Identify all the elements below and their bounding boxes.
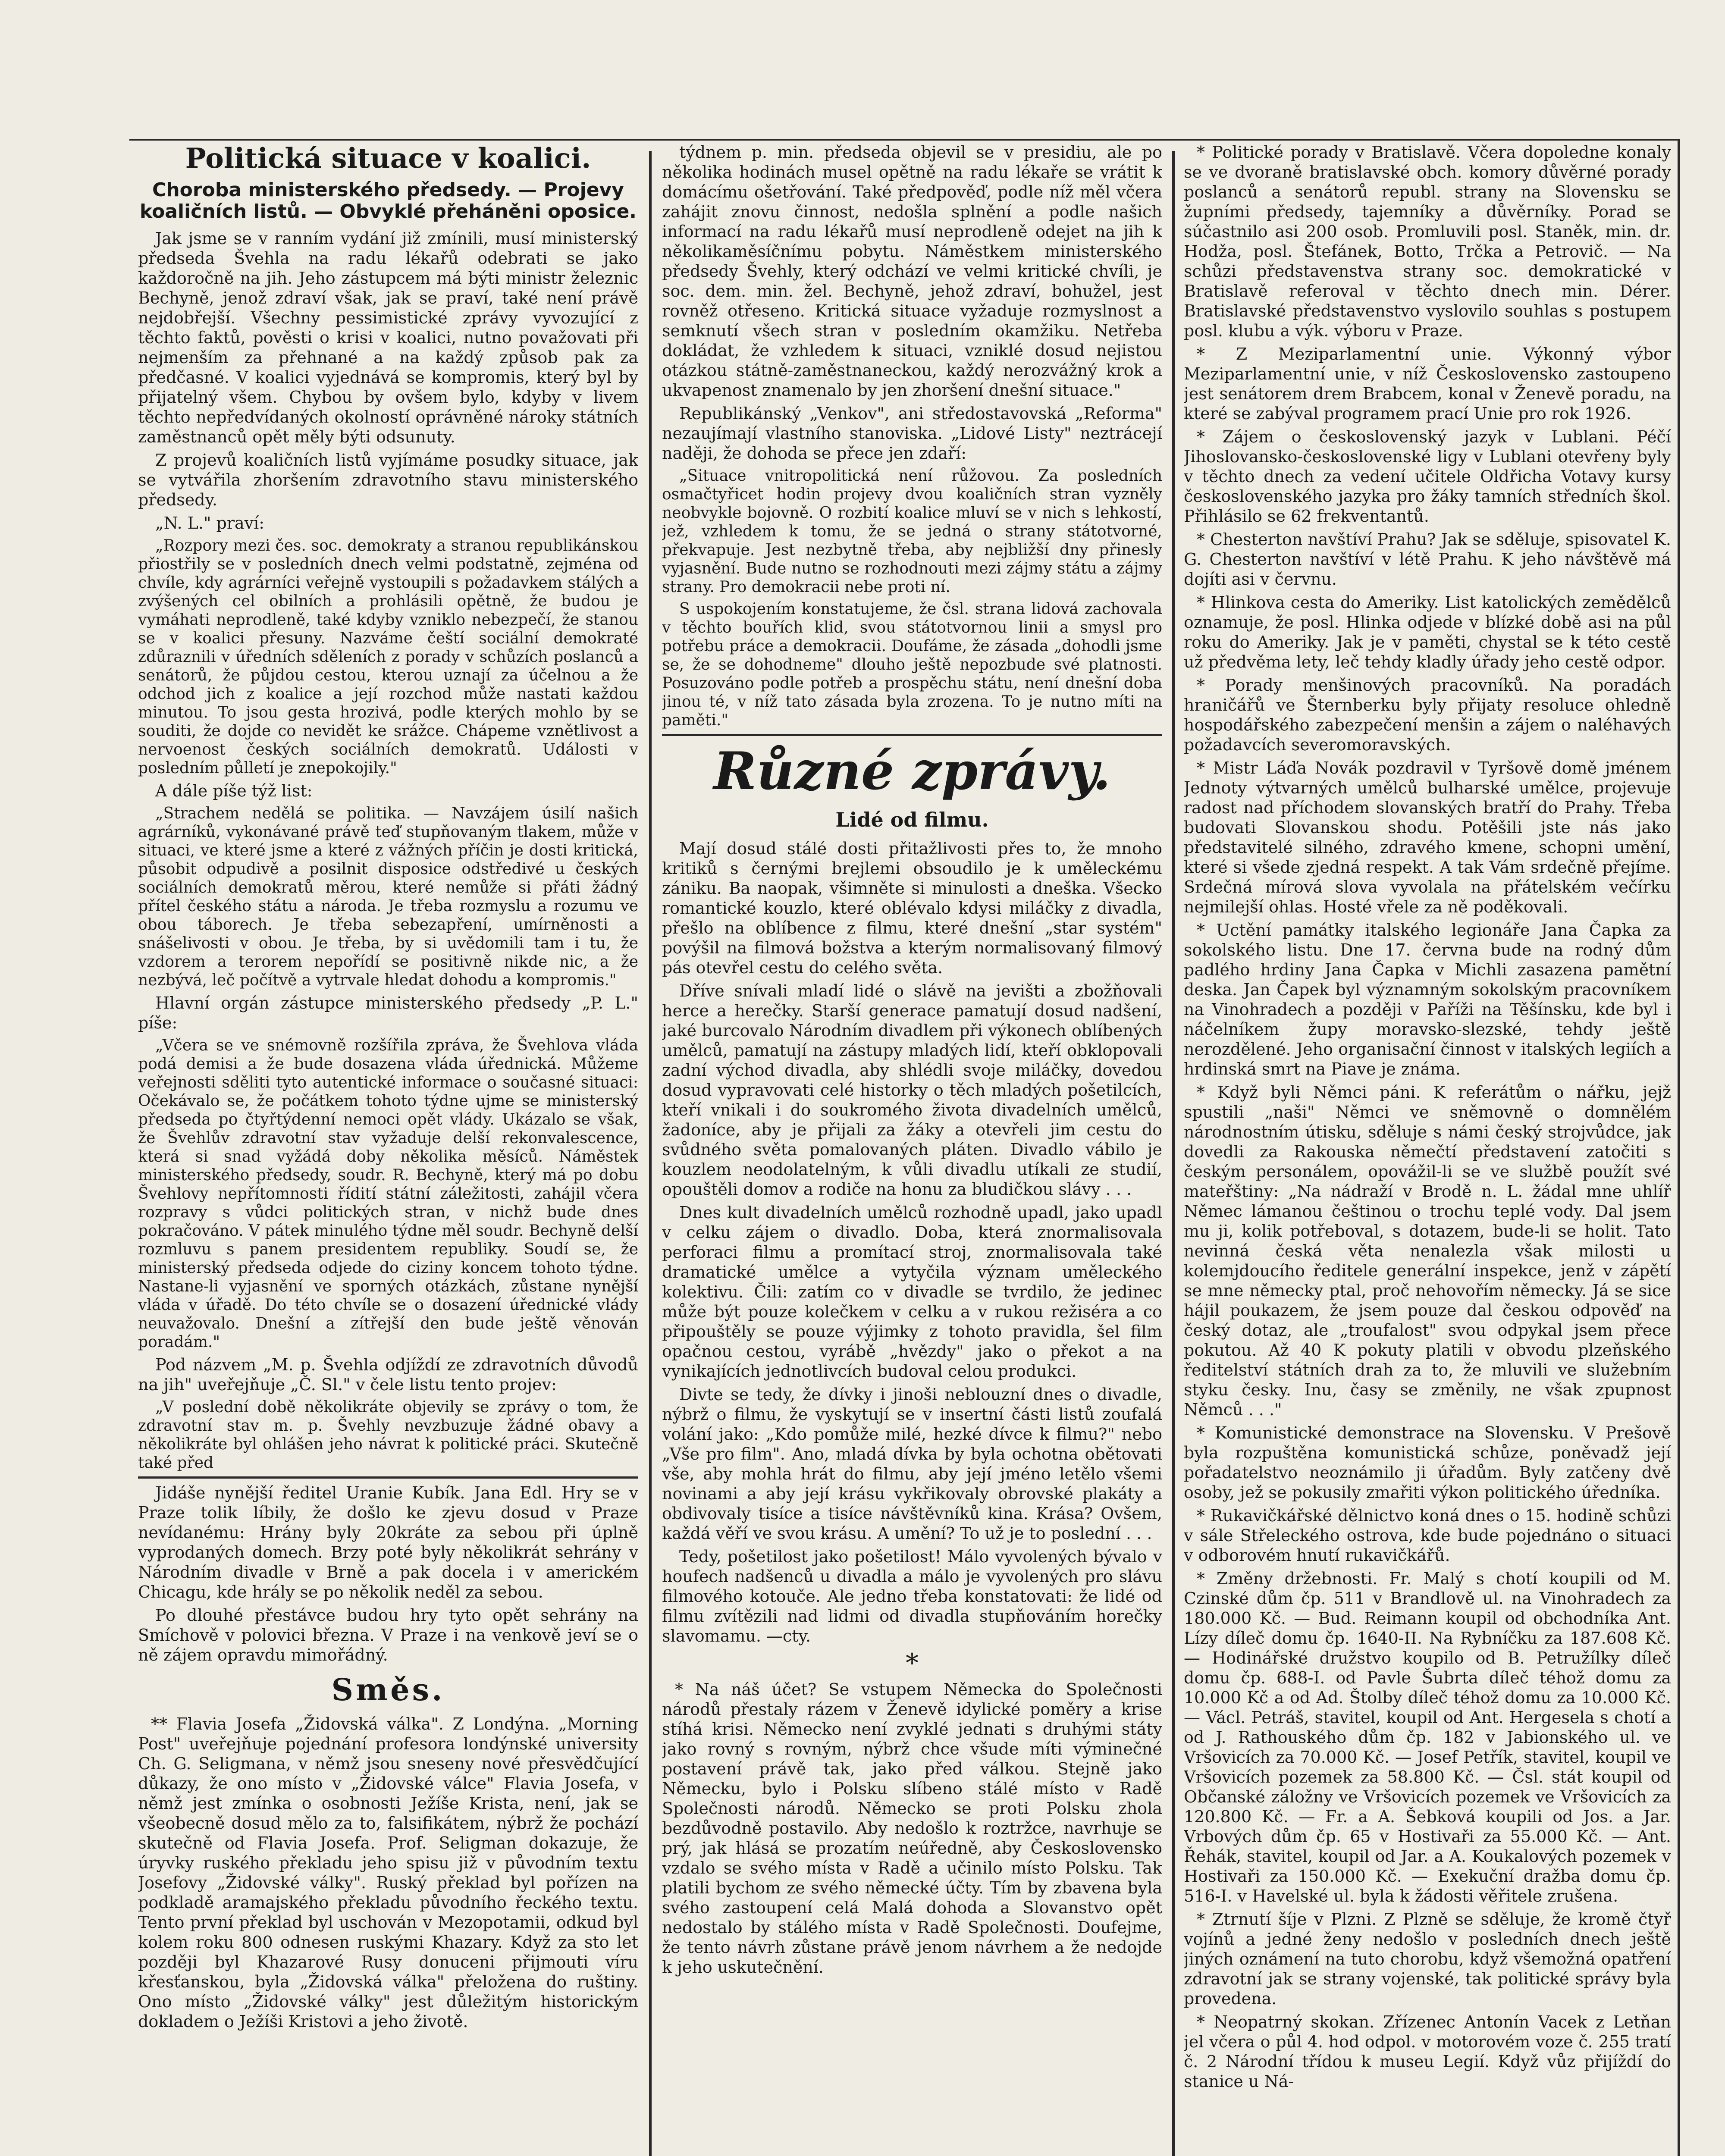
column-left bbox=[138, 142, 638, 2156]
news-item: * Neopatrný skokan. Zřízenec Antonín Vacek z Letňan jel včera o půl 4. hod odpol. v motorovém voze č. 255 tratí č. 2 Národní třídou k museu Legií. Když vůz přijíždí do stanice u Ná- bbox=[1184, 2012, 1671, 2091]
news-item: * Politické porady v Bratislavě. Včera dopoledne konaly se ve dvoraně bratislavské obch. komory důvěrné porady poslanců a senátorů republ. strany na Slovensku se župními předsedy, tajemníky a důvěrníky. Porad se súčastnilo asi 200 osob. Promluvili posl. Staněk, min. dr. Hodža, posl. Štefánek, Botto, Trčka a Petrovič. — Na schůzi představenstva strany soc. demokratické v Bratislavě referoval v těchto dnech min. Dérer. Bratislavské představenstvo vyslovilo souhlas s postupem posl. klubu a výk. výboru v Praze. bbox=[1184, 143, 1671, 340]
article-title-film: Lidé od filmu. bbox=[835, 808, 989, 831]
column-rule-left bbox=[649, 151, 652, 2156]
paragraph: týdnem p. min. předseda objevil se v presidiu, ale po několika hodinách musel opětně na radu lékaře se vrátit k domácímu ošetřování. Také předpověď, podle níž měl včera zahájit znovu činnost, nedošla splnění a podle našich informací na radu lékařů musí neprodleně odejet na jih k několikaměsíčnímu pobytu. Náměstkem ministerského předsedy Švehly, který odchází ve velmi kritické chvíli, je soc. dem. min. žel. Bechyně, jehož zdraví, bohužel, jest rovněž otřeseno. Kritická situace vyžaduje rozmyslnost a semknutí všech stran v posledním okamžiku. Netřeba dokládat, že vzhledem k situaci, vzniklé dosud nejistou otázkou státně-zaměstnaneckou, každý nerozvážný krok a ukvapenost znamenalo by jen zhoršení dnešní situace." bbox=[662, 143, 1162, 400]
section-divider bbox=[138, 1476, 638, 1479]
news-item: * Změny držebnosti. Fr. Malý s chotí koupili od M. Czinské dům čp. 511 v Brandlově ul. na Vinohradech za 180.000 Kč. — Bud. Reimann koupil od obchodníka Ant. Lízy díleč domu čp. 1640-II. Na Rybníčku za 187.608 Kč. — Hodinářské družstvo koupilo od B. Petružílky díleč domu čp. 688-I. od Pavle Šubrta díleč téhož domu za 10.000 Kč a od Ad. Štolby díleč téhož domu za 10.000 Kč. — Václ. Petráš, stavitel, koupil od Ant. Hergesela s chotí a od J. Rathouského dům čp. 182 v Jabionského ul. ve Vršovicích za 70.000 Kč. — Josef Petřík, stavitel, koupil ve Vršovicích pozemek za 58.800 Kč. — Čsl. stát koupil od Občanské záložny ve Vršovicích pozemek ve Vršovicích za 120.800 Kč. — Fr. a A. Šebková koupili od Jos. a Jar. Vrbových dům čp. 65 v Hostivaři za 55.000 Kč. — Ant. Řehák, stavitel, koupil od Jar. a A. Koukalových pozemek v Hostivaři za 150.000 Kč. — Exekuční dražba domu čp. 516-I. v Havelské ul. byla k žádosti věřitele zrušena. bbox=[1184, 1569, 1671, 1905]
paragraph: Pod názvem „M. p. Švehla odjíždí ze zdravotních důvodů na jih" uveřejňuje „Č. Sl." v čele listu tento projev: bbox=[138, 1355, 638, 1394]
quote-paragraph: „Strachem nedělá se politika. — Navzájem úsilí našich agrárníků, vykonávané právě teď stupňovaným tlakem, může v situaci, ve které jsme a které z vážných příčin je dosti kritická, působit odpudivě a posilnit disposice odstředivé u českých sociálních demokratů měrou, které nemůže si přáti žádný přítel českého státu a národa. Je třeba rozmyslu a rozumu ve obou táborech. Je třeba sebezapření, umírněnosti a snášelivosti v obou. Je třeba, by si uvědomili tam i tu, že vzdorem a terorem nepořídí se positivně nikde nic, a že nezbývá, leč počítvě a vytrvale hledat dohodu a kompromis." bbox=[138, 805, 638, 989]
news-item: * Zájem o československý jazyk v Lublani. Péčí Jihoslovansko-československé ligy v Lublani otevřeny byly v těchto dnech za vedení učitele Oldřicha Votavy kursy československého jazyka pro žáky tamních středních škol. Přihlásilo se 62 frekventantů. bbox=[1184, 427, 1671, 526]
news-item: * Komunistické demonstrace na Slovensku. V Prešově byla rozpuštěna komunistická schůze, poněvadž její pořadatelstvo neoznámilo ji úřadům. Byly zatčeny dvě osoby, jež se pokusily zmařiti výkon politického úředníka. bbox=[1184, 1423, 1671, 1502]
section-divider bbox=[662, 734, 1162, 736]
news-item: * Na náš účet? Se vstupem Německa do Společnosti národů přestaly rázem v Ženevě idylické poměry a krise stíhá krisi. Německo není zvyklé jednati s druhými státy jako rovný s rovným, nýbrž chce všude míti výminečné postavení právě tak, jako před válkou. Stejně jako Německu, bylo i Polsku slíbeno stálé místo v Radě Společnosti národů. Německo se proti Polsku zhola bezdůvodně postavilo. Aby nedošlo k roztržce, navrhuje se prý, jak hlásá se prozatím neúředně, aby Československo vzdalo se svého místa v Radě a učinilo místo Polsku. Tak platili bychom ze svého německé účty. Tím by zbavena byla svého zastoupení celá Malá dohoda a Slovanstvo opět nedostalo by stálého místa v Radě Společnosti. Doufejme, že tento návrh zůstane právě jenom návrhem a že nedojde k jeho uskutečnění. bbox=[662, 1680, 1162, 1977]
news-item: * Z Meziparlamentní unie. Výkonný výbor Meziparlamentní unie, v níž Československo zastoupeno jest senátorem drem Brabcem, konal v Ženevě poradu, na které se zabýval programem prací Unie pro rok 1926. bbox=[1184, 345, 1671, 423]
asterisk-separator: * bbox=[906, 1648, 919, 1678]
news-item: * Rukavičkářské dělnictvo koná dnes o 15. hodině schůzi v sále Střeleckého ostrova, kde bude pojednáno o situaci v odborovém hnutí rukavičkářů. bbox=[1184, 1506, 1671, 1565]
paragraph: Jak jsme se v ranním vydání již zmínili, musí ministerský předseda Švehla na radu lékařů odebrati se jako každoročně na jih. Jeho zástupcem má býti ministr železnic Bechyně, jenož zdraví však, jak se praví, také není právě nejdobřejší. Všechny pessimistické zprávy vyvozující z těchto faktů, pověsti o krisi v koalici, nutno považovati při nejmenším za přehnané a na každý způsob pak za předčasné. V koalici vyjednává se kompromis, který byl by přijatelný všem. Chybou by ovšem bylo, kdyby v livem těchto nepředvídaných okolností oprávněné nároky státních zaměstnanců opět měly býti odsunuty. bbox=[138, 229, 638, 446]
news-item: * Chesterton navštíví Prahu? Jak se sděluje, spisovatel K. G. Chesterton navštíví v létě Prahu. K jeho návštěvě má dojíti asi v červnu. bbox=[1184, 530, 1671, 589]
section-heading-smes: Směs. bbox=[331, 1672, 445, 1708]
news-item: ** Flavia Josefa „Židovská válka". Z Londýna. „Morning Post" uveřejňuje pojednání profesora londýnské university Ch. G. Seligmana, v němž jsou sneseny nové přesvědčující důkazy, že ono místo v „Židovské válce" Flavia Josefa, v němž jest zmínka o osobnosti Ježíše Krista, není, jak se všeobecně dosud mělo za to, falsifikátem, nýbrž že pochází skutečně od Flavia Josefa. Prof. Seligman dokazuje, že úryvky ruského překladu jeho spisu již v původním textu Josefovy „Židovské války". Ruský překlad byl pořízen na podkladě aramajského překladu původního řeckého textu. Tento první překlad byl uschován v Mezopotamii, odkud byl kolem roku 800 odnesen ruskými Khazary. Když za sto let později byl Khazarové Rusy donuceni přijmouti víru křesťanskou, byla „Židovská válka" přeložena do ruštiny. Ono místo „Židovské války" jest důležitým historickým dokladem o Ježíši Kristovi a jeho životě. bbox=[138, 1714, 638, 2031]
article-title-coalition: Politická situace v koalici. bbox=[185, 142, 591, 175]
news-item: * Porady menšinových pracovníků. Na poradách hraničářů ve Šternberku byly přijaty resoluce ohledně hospodářského zabezpečení menšin a zájem o naléhavých požadavcích severomoravských. bbox=[1184, 676, 1671, 754]
news-item: * Když byli Němci páni. K referátům o nářku, jejž spustili „naši" Němci ve sněmovně o domnělém národnostním útisku, sděluje s námi český strojvůdce, jak dovedli za Rakouska němečtí představení zatočiti s českým personálem, opovážil-li se ve službě použít své mateřštiny: „Na nádraží v Brodě n. L. žádal mne uhlíř Němec lámanou češtinou o trochu teplé vody. Dal jsem mu ji, kolik potřeboval, s dotazem, bude-li se holit. Tato nevinná česká věta nenalezla však milosti u kolemjdoucího ředitele generální inspekce, jenž v zápětí se mne německy ptal, proč nehovořím německy. Já se sice hájil poukazem, že jsem pouze dal českou odpověď na český dotaz, ale „troufalost" svou odpykal jsem přece pokutou. Až 40 K pokuty platili v obvodu plzeňského ředitelství státních drah za to, že mluvili ve služebním styku česky. Inu, časy se změnily, ne však zpupnost Němců . . ." bbox=[1184, 1083, 1671, 1419]
column-middle bbox=[662, 142, 1162, 2156]
quote-paragraph: „V poslední době několikráte objevily se zprávy o tom, že zdravotní stav m. p. Švehly nevzbuzuje žádné obavy a několikráte byl ohlášen jeho návrat k politické práci. Skutečně také před bbox=[138, 1398, 638, 1472]
paragraph: Jidáše nynější ředitel Uranie Kubík. Jana Edl. Hry se v Praze tolik líbily, že došlo ke zjevu dosud v Praze nevídanému: Hrány byly 20kráte za sebou při úplně vyprodaných domech. Brzy poté byly několikrát sehrány v Národním divadle v Brně a pak docela i v americkém Chicagu, kde hrály se po několik neděl za sebou. bbox=[138, 1483, 638, 1601]
paragraph: Divte se tedy, že dívky i jinoši neblouzní dnes o divadle, nýbrž o filmu, že vyskytují se v insertní části listů zoufalá volání jako: „Kdo pomůže milé, hezké dívce k filmu?" nebo „Vše pro film". Ano, mladá dívka by byla ochotna obětovati vše, aby mohla hrát do filmu, aby její jméno letělo všemi novinami a aby její krásu vykřikovaly obrovské plakáty a obdivovaly tisíce a tisíce návštěvníků kina. Krása? Ovšem, každá věří ve svou krásu. A umění? To už je to poslední . . . bbox=[662, 1385, 1162, 1543]
quote-paragraph: „Rozpory mezi čes. soc. demokraty a stranou republikánskou přiostřily se v posledních dnech velmi podstatně, zejména od chvíle, kdy agrárníci veřejně vystoupili s požadavkem stálých a zvýšených cel obilních a prohlásili opětně, že budou je vymáhati neprodleně, také kdyby vzniklo nebezpečí, že stanou se v koalici přesuny. Nazváme čeští sociální demokraté zdůraznili v úředních sděleních z porady v schůzích poslanců a senátorů, že půjdou cestou, kterou uznají za účelnou a že odchod jich z koalice a její rozchod může nastati každou minutou. To jsou gesta hrozivá, podle kterých mohlo by se souditi, že dojde co nevidět ke srážce. Chápeme vznětlivost a nervoenost českých sociálních demokratů. Události v posledním půlletí je znepokojily." bbox=[138, 537, 638, 777]
quote-paragraph: „Včera se ve snémovně rozšířila zpráva, že Švehlova vláda podá demisi a že bude dosazena vláda úřednická. Můžeme veřejnosti sděliti tyto autentické informace o současné situaci: Očekávalo se, že počátkem tohoto týdne ujme se ministerský předseda po čtyřtýdenní nemoci opět vlády. Ukázalo se však, že Švehlův zdravotní stav vyžaduje delší rekonvalescence, která si snad vyžádá doby několika měsíců. Náměstek ministerského předsedy, soudr. R. Bechyně, který má po dobu Švehlovy nepřítomnosti řídití státní záležitosti, zahájil včera rozpravy s vůdci politických stran, v nichž bude dnes pokračováno. V pátek minulého týdne měl soudr. Bechyně delší rozmluvu s panem presidentem republiky. Soudí se, že ministerský předseda odjede do ciziny koncem tohoto týdne. Nastane-li vyjasnění ve sporných otázkách, zůstane nynější vláda v úřadě. Do této chvíle se o dosazení úřednické vlády neuvažovalo. Dnešní a zítřejší den bude ještě věnován poradám." bbox=[138, 1037, 638, 1351]
column-right bbox=[1184, 142, 1671, 2156]
top-rule bbox=[129, 139, 1678, 141]
news-item: * Ztrnutí šíje v Plzni. Z Plzně se sděluje, že kromě čtyř vojínů a jedné ženy nedošlo v posledních dnech ještě jiných oznámení na tuto chorobu, když všemožná opatření zdravotní jak se strany vojenské, tak politické správy byla provedena. bbox=[1184, 1910, 1671, 2008]
paragraph: Po dlouhé přestávce budou hry tyto opět sehrány na Smíchově v polovici března. V Praze i na venkově jeví se o ně zájem opravdu mimořádný. bbox=[138, 1606, 638, 1664]
column-rule-right bbox=[1172, 151, 1175, 2156]
quote-paragraph: „Situace vnitropolitická není růžovou. Za posledních osmačtyřicet hodin projevy dvou koaličních stran vyzněly neobvykle bojovně. O rozbití koalice mluví se v nich s lehkostí, jež, vzhledem k tomu, že se jedná o strany státotvorné, překvapuje. Jest nezbytně třeba, aby nejbližší dny přinesly vyjasnění. Bude nutno se rozhodnouti mezi zájmy státu a zájmy strany. Pro demokracii nebe proti ní. bbox=[662, 467, 1162, 596]
news-item: * Hlinkova cesta do Ameriky. List katolických zemědělců oznamuje, že posl. Hlinka odjede v blízké době asi na půl roku do Ameriky. Jak je v paměti, chystal se k této cestě už předvěma lety, leč tehdy kladly úřady jeho cestě odpor. bbox=[1184, 593, 1671, 671]
paragraph: Dnes kult divadelních umělců rozhodně upadl, jako upadl v celku zájem o divadlo. Doba, která znormalisovala perforaci filmu a promítací stroj, znormalisovala také dramatické umělce a vytyčila význam uměleckého kolektivu. Čili: zatím co v divadle se tvrdilo, že jedinec může být pouze kolečkem v celku a v rukou režiséra a co připouštěly se pouze výjimky z tohoto pravidla, šel film opačnou cestou, vyrábě „hvězdy" jako o překot a na vynikajících jednotlivcích budoval celou produkci. bbox=[662, 1203, 1162, 1381]
paragraph: Dříve snívali mladí lidé o slávě na jevišti a zbožňovali herce a herečky. Starší generace pamatují dosud nadšení, jaké burcovalo Národním divadlem při výkonech oblíbených umělců, pamatují na zástupy mladých lidí, kteří obklopovali zadní východ divadla, aby shlédli svoje miláčky, dovedou dosud vypravovati celé historky o těch mladých pošetilcích, kteří vnikali i do soukromého života divadelních umělců, žadoníce, aby je přijali za žáky a otevřeli jim cestu do svůdného světa pomalovaných pláten. Divadlo vábilo je kouzlem neodolatelným, k vůli divadlu utíkali ze studií, opouštěli domov a rodiče na honu za bludičkou slávy . . . bbox=[662, 981, 1162, 1199]
paragraph: Republikánský „Venkov", ani středostavovská „Reforma" nezaujímají vlastního stanoviska. „Lidové Listy" neztrácejí naději, že dohoda se přece jen zdaří: bbox=[662, 404, 1162, 463]
outer-rule-right bbox=[1678, 139, 1680, 2156]
paragraph: Hlavní orgán zástupce ministerského předsedy „P. L." píše: bbox=[138, 993, 638, 1032]
paragraph: A dále píše týž list: bbox=[155, 781, 313, 800]
section-heading-ruzne-zpravy: Různé zprávy. bbox=[713, 741, 1111, 802]
news-item: * Mistr Láďa Novák pozdravil v Tyršově domě jménem Jednoty výtvarných umělců bulharské umělce, projevuje radost nad příchodem slovanských bratří do Prahy. Třeba budovati Slovanskou shodu. Potěšili jste nás jako představitelé silného, zdravého kmene, schopni umění, které si všede zjedná respekt. A tak Vám srdečně přejíme. Srdečná mírová slova vyvolala na přátelském večírku nejmilejší ohlas. Hosté vřele za ně poděkovali. bbox=[1184, 758, 1671, 916]
paragraph: „N. L." praví: bbox=[155, 514, 265, 533]
paragraph: Mají dosud stálé dosti přitažlivosti přes to, že mnoho kritiků s černými brejlemi obsoudilo je k uměleckému zániku. Ba naopak, všimněte si minulosti a dneška. Všecko romantické kouzlo, které oblévalo kdysi miláčky z divadla, přešlo na oblíbence z filmu, které dnešní „star systém" povýšil na filmová božstva a kterým normalisovaný filmový pás otevřel cestu do celého světa. bbox=[662, 839, 1162, 977]
news-item: * Uctění památky italského legionáře Jana Čapka za sokolského listu. Dne 17. června bude na rodný dům padlého hrdiny Jana Čapka v Michli zasazena pamětní deska. Jan Čapek byl významným sokolským pracovníkem na Vinohradech a později v Paříži na Těšínsku, kde byl i náčelníkem župy moravsko-slezské, tehdy ještě nerozdělené. Jeho organisační činnost v italských legiích a hrdinská smrt na Piave je známa. bbox=[1184, 921, 1671, 1078]
article-subtitle-coalition: Choroba ministerského předsedy. — Projevy koaličních listů. — Obvyklé přeháněni oposice. bbox=[139, 179, 637, 222]
quote-paragraph: S uspokojením konstatujeme, že čsl. strana lidová zachovala v těchto bouřích klid, svou státotvornou linii a smysl pro potřebu práce a demokracii. Doufáme, že zásada „dohodli jsme se, že se dohodneme" dlouho ještě nepozbude své platnosti. Posuzováno podle potřeb a prospěchu státu, není dnešní doba jinou té, v níž tato zásada byla zrozena. To je nutno míti na paměti." bbox=[662, 600, 1162, 729]
paragraph: Z projevů koaličních listů vyjímáme posudky situace, jak se vytvářila zhoršením zdravotního stavu ministerského předsedy. bbox=[138, 451, 638, 509]
paragraph: Tedy, pošetilost jako pošetilost! Málo vyvolených bývalo v houfech nadšenců u divadla a málo je vyvolených pro slávu filmového kotouče. Ale jedno třeba konstatovati: že lidé od filmu zvítězili nad lidmi od divadla stupňováním horečky slavomamu. —cty. bbox=[662, 1547, 1162, 1645]
